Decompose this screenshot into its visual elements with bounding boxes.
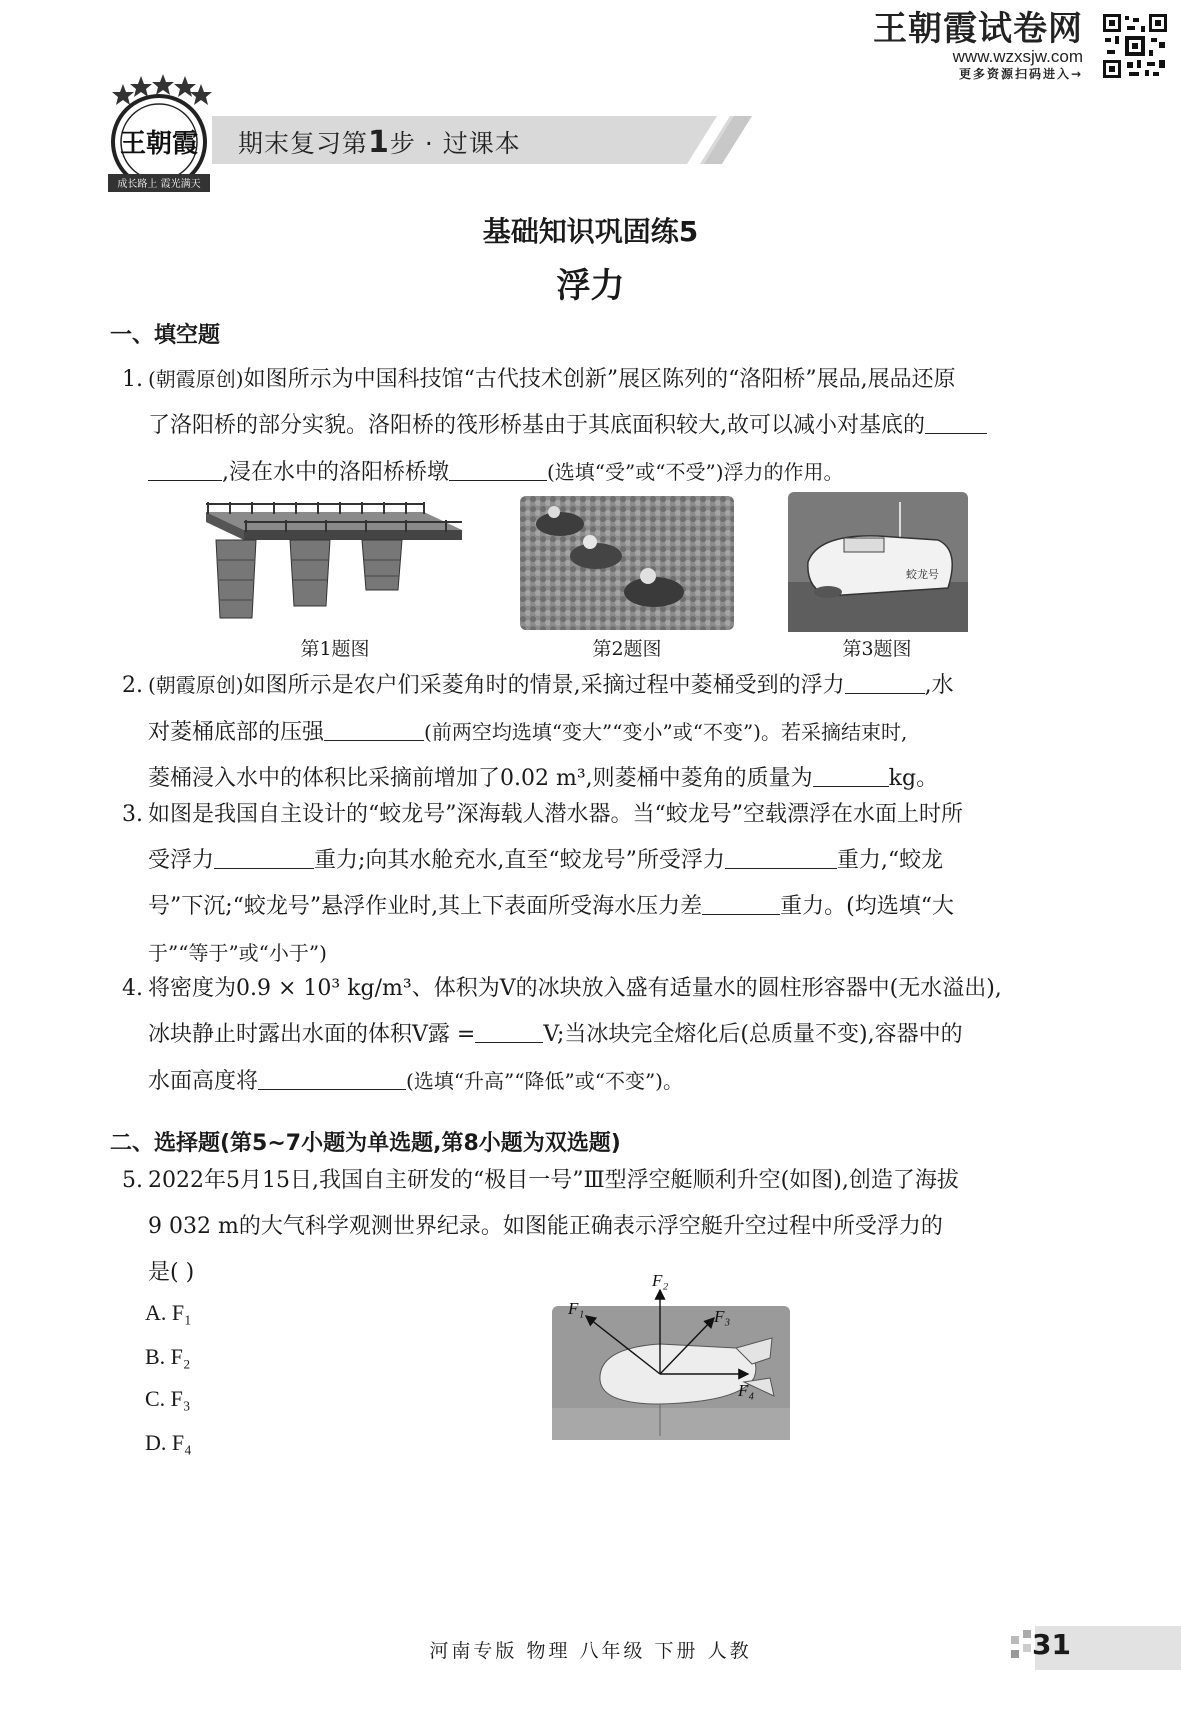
q1-blank-2[interactable] (449, 457, 547, 481)
q3-blank-2[interactable] (725, 845, 837, 869)
question-5: 5. 2022年5月15日,我国自主研发的“极目一号”Ⅲ型浮空艇顺利升空(如图),创造了海拔 9 032 m的大气科学观测世界纪录。如图能正确表示浮空艇升空过程中所受浮力的 是( ) (122, 1168, 959, 1285)
seal-motto: 成长路上 霞光满天 (117, 179, 201, 190)
force-label-f3: F₃ (714, 1307, 731, 1326)
brand-url[interactable]: www.wzxsjw.com (952, 47, 1083, 66)
section-multiple-choice: 二、选择题(第5~7小题为单选题,第8小题为双选题) (110, 1131, 621, 1156)
option-b[interactable]: B. F₂ (145, 1344, 191, 1369)
q3-blank-1[interactable] (214, 845, 314, 869)
option-d[interactable]: D. F₄ (145, 1430, 192, 1455)
q4-blank-1[interactable] (475, 1019, 543, 1043)
hull-text: 蛟龙号 (906, 568, 939, 581)
force-label-f4: F₄ (738, 1381, 755, 1400)
banner-title: 期末复习第1步 · 过课本 (238, 125, 521, 160)
seal-logo-icon (100, 74, 218, 202)
question-2: 2. (朝霞原创)如图所示是农户们采菱角时的情景,采摘过程中菱桶受到的浮力 ,水 对菱桶底部的压强 (前两空均选填“变大”“变小”或“不变”)。若采摘结束时, 菱桶浸入水中的体积比采摘前增加了0.02 m³,则菱桶中菱角的质量为 kg。 (122, 662, 1072, 802)
q1-blank-1b[interactable] (148, 457, 222, 481)
brand-name: 王朝霞试卷网 (873, 9, 1083, 49)
figure-1-bridge (206, 500, 464, 628)
figure-3-submersible (788, 492, 968, 632)
page-subtitle: 浮力 (556, 266, 625, 306)
force-label-f2: F₂ (652, 1271, 669, 1290)
qr-code-icon[interactable] (1101, 12, 1169, 80)
section-fill-blank: 一、填空题 (110, 323, 221, 348)
figure-5-airship (540, 1268, 802, 1442)
figure-1-caption: 第1题图 (300, 638, 370, 660)
q2-blank-2[interactable] (324, 717, 424, 741)
figure-2-harvest (520, 496, 734, 630)
brand-tip: 更多资源扫码进入→ (958, 67, 1083, 81)
question-4: 4. 将密度为0.9 × 10³ kg/m³、体积为V的冰块放入盛有适量水的圆柱形容器中(无水溢出), 冰块静止时露出水面的体积V露 = V;当冰块完全熔化后(总质量不变),容器中的 水面高度将 (选填“升高”“降低”或“不变”)。 (122, 976, 1002, 1094)
seal-name: 王朝霞 (119, 129, 199, 159)
q2-blank-1[interactable] (845, 670, 925, 694)
option-c[interactable]: C. F₃ (145, 1386, 191, 1411)
q3-blank-3[interactable] (702, 891, 780, 915)
question-3: 3. 如图是我国自主设计的“蛟龙号”深海载人潜水器。当“蛟龙号”空载漂浮在水面上时所 受浮力 重力;向其水舱充水,直至“蛟龙号”所受浮力 重力,“蛟龙 号”下沉;“蛟龙号”悬浮作业时,其上下表面所受海水压力差 重力。(均选填“大 于”“等于”或“小于”) (122, 802, 963, 965)
figure-2-caption: 第2题图 (592, 638, 662, 660)
force-label-f1: F₁ (568, 1299, 585, 1318)
q4-blank-2[interactable] (258, 1066, 406, 1090)
q2-blank-3[interactable] (813, 763, 889, 787)
brand-block (833, 10, 1083, 82)
page-number: 31 (1032, 1628, 1071, 1661)
q1-blank-1a[interactable] (925, 410, 987, 434)
option-a[interactable]: A. F₁ (145, 1300, 192, 1325)
footer-edition: 河南专版 物理 八年级 下册 人教 (429, 1640, 752, 1662)
figure-3-caption: 第3题图 (842, 638, 912, 660)
page-title: 基础知识巩固练5 (482, 215, 699, 248)
question-1: 1. (朝霞原创)如图所示为中国科技馆“古代技术创新”展区陈列的“洛阳桥”展品,展品还原 了洛阳桥的部分实貌。洛阳桥的筏形桥基由于其底面积较大,故可以减小对基底的 ,浸在水中的洛阳桥桥墩 (选填“受”或“不受”)浮力的作用。 (122, 356, 1072, 496)
